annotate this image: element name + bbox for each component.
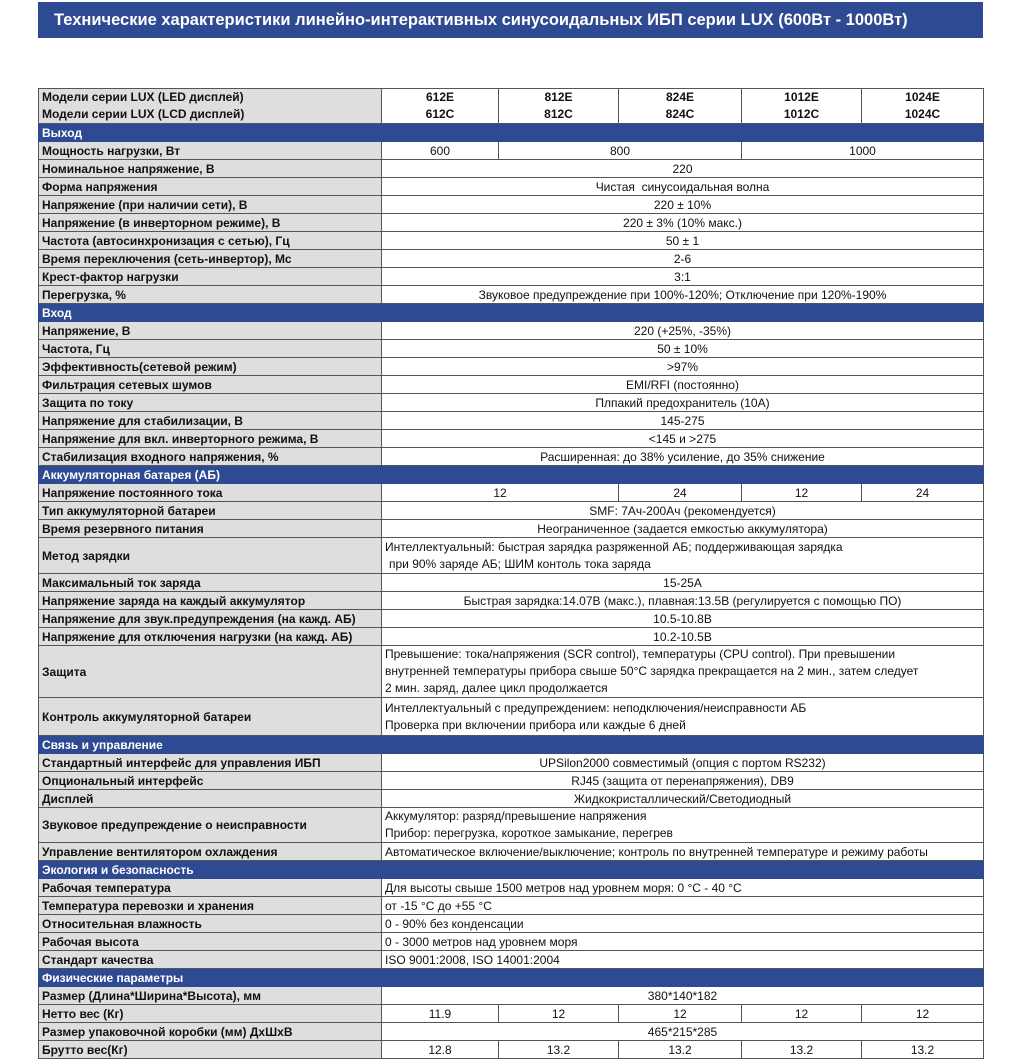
spec-label: Напряжение для стабилизации, В: [39, 412, 382, 430]
spec-label: Опциональный интерфейс: [39, 772, 382, 790]
spec-table: [38, 88, 984, 1059]
spec-value: EMI/RFI (постоянно): [382, 376, 984, 394]
section-title: Вход: [39, 304, 984, 322]
spec-value: 465*215*285: [382, 1023, 984, 1041]
spec-label: Крест-фактор нагрузки: [39, 268, 382, 286]
spec-line: при 90% заряде АБ; ШИМ контоль тока заряда: [389, 556, 651, 571]
spec-label: Относительная влажность: [39, 915, 382, 933]
spec-row: [39, 502, 984, 520]
spec-value: 11.9: [382, 1005, 499, 1023]
spec-row: [39, 322, 984, 340]
spec-row: [39, 790, 984, 808]
spec-value: Жидкокристаллический/Светодиодный: [382, 790, 984, 808]
spec-value: Расширенная: до 38% усиление, до 35% снижение: [382, 448, 984, 466]
spec-value: [382, 808, 984, 843]
spec-row: [39, 698, 984, 736]
spec-label: Время резервного питания: [39, 520, 382, 538]
section-input: [39, 304, 984, 322]
spec-label: Защита по току: [39, 394, 382, 412]
section-title: Физические параметры: [39, 969, 984, 987]
spec-row: [39, 340, 984, 358]
model-header-row: [39, 89, 984, 124]
spec-label: Стандартный интерфейс для управления ИБП: [39, 754, 382, 772]
spec-label: Метод зарядки: [39, 538, 382, 574]
spec-row: [39, 160, 984, 178]
spec-line: Прибор: перегрузка, короткое замыкание, перегрев: [385, 826, 673, 840]
section-title: Связь и управление: [39, 736, 984, 754]
spec-row: [39, 412, 984, 430]
spec-label: Контроль аккумуляторной батареи: [39, 698, 382, 736]
spec-label: Стандарт качества: [39, 951, 382, 969]
spec-value: [382, 538, 984, 574]
spec-label: Размер (Длина*Ширина*Высота), мм: [39, 987, 382, 1005]
spec-label: Перегрузка, %: [39, 286, 382, 304]
model-led: 1024E: [905, 90, 940, 104]
spec-label: Напряжение для вкл. инверторного режима, В: [39, 430, 382, 448]
spec-value: 13.2: [499, 1041, 619, 1059]
spec-value: от -15 °С до +55 °С: [382, 897, 984, 915]
model-lcd: 612C: [425, 107, 455, 121]
model-lcd: 812C: [544, 107, 573, 121]
model-cell: [619, 89, 742, 124]
spec-value: 13.2: [619, 1041, 742, 1059]
spec-label: Мощность нагрузки, Вт: [39, 142, 382, 160]
spec-label: Напряжение для звук.предупреждения (на кажд. АБ): [39, 610, 382, 628]
section-output: [39, 124, 984, 142]
spec-label: Эффективность(сетевой режим): [39, 358, 382, 376]
spec-line: Превышение: тока/напряжения (SCR control), температуры (CPU control). При превышении: [385, 647, 896, 661]
spec-value: 24: [862, 484, 984, 502]
spec-row: [39, 933, 984, 951]
model-led: 612E: [425, 90, 455, 104]
spec-label: Тип аккумуляторной батареи: [39, 502, 382, 520]
spec-row: [39, 538, 984, 574]
spec-line: внутренней температуры прибора свыше 50°С зарядка прекращается на 2 мин., затем следует: [385, 664, 919, 678]
spec-label: Номинальное напряжение, В: [39, 160, 382, 178]
spec-row: [39, 286, 984, 304]
spec-row: [39, 142, 984, 160]
spec-label: Напряжение для отключения нагрузки (на кажд. АБ): [39, 628, 382, 646]
spec-value: 13.2: [862, 1041, 984, 1059]
model-led: 1012E: [784, 90, 819, 104]
spec-label: Форма напряжения: [39, 178, 382, 196]
spec-label: Частота (автосинхронизация с сетью), Гц: [39, 232, 382, 250]
spec-value: Для высоты свыше 1500 метров над уровнем моря: 0 °С - 40 °С: [382, 879, 984, 897]
spec-value: 10.2-10.5В: [382, 628, 984, 646]
spec-row: [39, 754, 984, 772]
spec-row: [39, 772, 984, 790]
spec-row: [39, 1041, 984, 1059]
spec-value: Автоматическое включение/выключение; контроль по внутренней температуре и режиму работы: [382, 843, 984, 861]
spec-value: UPSilon2000 совместимый (опция с портом RS232): [382, 754, 984, 772]
spec-row: [39, 214, 984, 232]
spec-row: [39, 915, 984, 933]
section-comms: [39, 736, 984, 754]
spec-value: 800: [499, 142, 742, 160]
spec-row: [39, 879, 984, 897]
model-lcd: 824C: [665, 107, 695, 121]
model-cell: [742, 89, 862, 124]
spec-value: 0 - 3000 метров над уровнем моря: [382, 933, 984, 951]
spec-value: [382, 646, 984, 698]
spec-value: 12: [862, 1005, 984, 1023]
spec-value: 24: [619, 484, 742, 502]
spec-row: [39, 628, 984, 646]
spec-value: RJ45 (защита от перенапряжения), DB9: [382, 772, 984, 790]
spec-value: 3:1: [382, 268, 984, 286]
spec-label: Звуковое предупреждение о неисправности: [39, 808, 382, 843]
spec-row: [39, 1005, 984, 1023]
spec-value: 1000: [742, 142, 984, 160]
models-lcd-label: Модели серии LUX (LCD дисплей): [42, 107, 245, 121]
spec-row: [39, 250, 984, 268]
spec-value: 220: [382, 160, 984, 178]
spec-value: ISO 9001:2008, ISO 14001:2004: [382, 951, 984, 969]
spec-value: Быстрая зарядка:14.07В (макс.), плавная:13.5В (регулируется с помощью ПО): [382, 592, 984, 610]
spec-row: [39, 232, 984, 250]
section-battery: [39, 466, 984, 484]
spec-row: [39, 484, 984, 502]
spec-label: Температура перевозки и хранения: [39, 897, 382, 915]
spec-row: [39, 196, 984, 214]
section-ecology: [39, 861, 984, 879]
spec-value: 12: [382, 484, 619, 502]
spec-label: Стабилизация входного напряжения, %: [39, 448, 382, 466]
spec-value: 15-25А: [382, 574, 984, 592]
section-title: Экология и безопасность: [39, 861, 984, 879]
spec-label: Дисплей: [39, 790, 382, 808]
spec-row: [39, 987, 984, 1005]
spec-value: Плпакий предохранитель (10А): [382, 394, 984, 412]
spec-value: 12.8: [382, 1041, 499, 1059]
spec-value: 0 - 90% без конденсации: [382, 915, 984, 933]
model-cell: [382, 89, 499, 124]
model-cell: [862, 89, 984, 124]
spec-label: Брутто вес(Кг): [39, 1041, 382, 1059]
spec-label: Напряжение постоянного тока: [39, 484, 382, 502]
spec-line: 2 мин. заряд, далее цикл продолжается: [385, 681, 608, 695]
spec-value: [382, 698, 984, 736]
spec-value: 13.2: [742, 1041, 862, 1059]
spec-label: Время переключения (сеть-инвертор), Мс: [39, 250, 382, 268]
model-lcd: 1024C: [904, 107, 941, 121]
model-cell: [499, 89, 619, 124]
spec-value: Чистая синусоидальная волна: [382, 178, 984, 196]
spec-row: [39, 430, 984, 448]
spec-row: [39, 951, 984, 969]
spec-value: 12: [619, 1005, 742, 1023]
spec-label: Нетто вес (Кг): [39, 1005, 382, 1023]
spec-line: Интеллектуальный с предупреждением: неподключения/неисправности АБ: [385, 700, 807, 715]
spec-value: <145 и >275: [382, 430, 984, 448]
spec-label: Защита: [39, 646, 382, 698]
spec-row: [39, 448, 984, 466]
spec-line: Аккумулятор: разряд/превышение напряжения: [385, 809, 647, 823]
spec-row: [39, 843, 984, 861]
spec-value: Неограниченное (задается емкостью аккумулятора): [382, 520, 984, 538]
section-physical: [39, 969, 984, 987]
spec-value: 12: [742, 1005, 862, 1023]
page-title: Технические характеристики линейно-интерактивных синусоидальных ИБП серии LUX (600Вт - 1000Вт): [38, 2, 983, 38]
spec-row: [39, 808, 984, 843]
spec-value: SMF: 7Ач-200Ач (рекомендуется): [382, 502, 984, 520]
spec-value: 220 (+25%, -35%): [382, 322, 984, 340]
spec-value: 12: [742, 484, 862, 502]
spec-line: Интеллектуальный: быстрая зарядка разряженной АБ; поддерживающая зарядка: [385, 539, 843, 554]
spec-label: Напряжение, В: [39, 322, 382, 340]
spec-value: 10.5-10.8В: [382, 610, 984, 628]
spec-label: Частота, Гц: [39, 340, 382, 358]
spec-value: 50 ± 10%: [382, 340, 984, 358]
spec-label: Управление вентилятором охлаждения: [39, 843, 382, 861]
spec-line: Проверка при включении прибора или каждые 6 дней: [385, 717, 686, 732]
spec-row: [39, 897, 984, 915]
spec-value: 220 ± 10%: [382, 196, 984, 214]
spec-label: Максимальный ток заряда: [39, 574, 382, 592]
model-led: 812E: [544, 90, 573, 104]
spec-row: [39, 394, 984, 412]
spec-row: [39, 178, 984, 196]
spec-row: [39, 592, 984, 610]
spec-value: 145-275: [382, 412, 984, 430]
spec-value: 50 ± 1: [382, 232, 984, 250]
models-label: [39, 89, 382, 124]
spec-row: [39, 1023, 984, 1041]
spec-value: 380*140*182: [382, 987, 984, 1005]
models-led-label: Модели серии LUX (LED дисплей): [42, 90, 244, 104]
spec-row: [39, 520, 984, 538]
spec-label: Рабочая температура: [39, 879, 382, 897]
spec-row: [39, 646, 984, 698]
spec-row: [39, 610, 984, 628]
spec-label: Напряжение заряда на каждый аккумулятор: [39, 592, 382, 610]
spec-row: [39, 358, 984, 376]
spec-row: [39, 574, 984, 592]
spec-label: Рабочая высота: [39, 933, 382, 951]
spec-value: 600: [382, 142, 499, 160]
section-title: Аккумуляторная батарея (АБ): [39, 466, 984, 484]
model-lcd: 1012C: [783, 107, 820, 121]
section-title: Выход: [39, 124, 984, 142]
spec-row: [39, 268, 984, 286]
spec-label: Напряжение (при наличии сети), В: [39, 196, 382, 214]
spec-row: [39, 376, 984, 394]
spec-value: >97%: [382, 358, 984, 376]
spec-value: 220 ± 3% (10% макс.): [382, 214, 984, 232]
spec-label: Фильтрация сетевых шумов: [39, 376, 382, 394]
model-led: 824E: [665, 90, 695, 104]
spec-value: Звуковое предупреждение при 100%-120%; Отключение при 120%-190%: [382, 286, 984, 304]
spec-label: Напряжение (в инверторном режиме), В: [39, 214, 382, 232]
spec-value: 12: [499, 1005, 619, 1023]
spec-label: Размер упаковочной коробки (мм) ДхШхВ: [39, 1023, 382, 1041]
spec-value: 2-6: [382, 250, 984, 268]
